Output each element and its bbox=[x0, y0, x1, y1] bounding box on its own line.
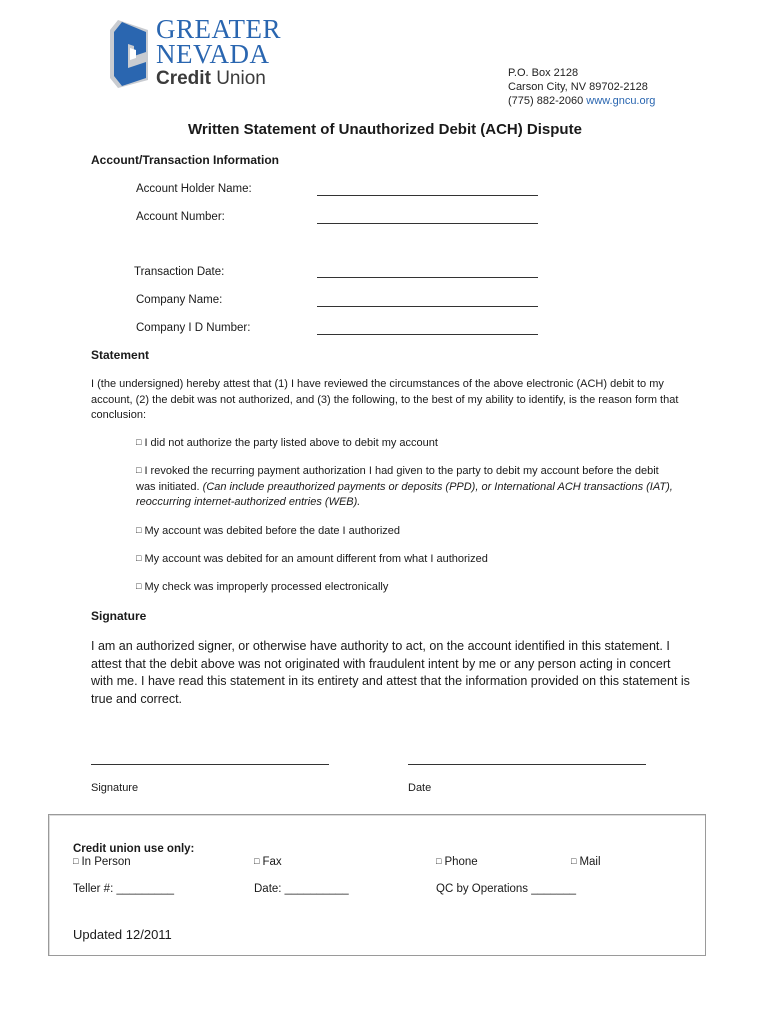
company-name-field[interactable] bbox=[317, 306, 538, 307]
account-section-heading: Account/Transaction Information bbox=[91, 153, 280, 167]
method-phone[interactable] bbox=[436, 856, 478, 868]
logo-text-greater: GREATER bbox=[156, 14, 281, 44]
signature-attestation: I am an authorized signer, or otherwise have authority to act, on the account identified in this statement. I attest that the debit above was not originated with fraudulent intent by me or any person acting in concert with me. I have read this statement in its entirety and attest that the information provided on this statement is true and correct. bbox=[91, 639, 690, 706]
checkbox-icon[interactable]: □ bbox=[136, 465, 142, 475]
date-label: Date bbox=[408, 782, 432, 794]
statement-option-2-note: (Can include preauthorized payments or deposits (PPD), or International ACH transactions (IAT), reoccurring internet-authorized entries (WEB). bbox=[136, 480, 673, 508]
credit-union-use-box bbox=[48, 814, 706, 956]
address-block bbox=[508, 66, 655, 108]
statement-option-1[interactable] bbox=[136, 436, 438, 452]
qc-by-operations-field[interactable]: QC by Operations _______ bbox=[436, 883, 577, 895]
statement-option-3-text: My account was debited before the date I authorized bbox=[144, 525, 401, 537]
method-fax-label: Fax bbox=[262, 856, 282, 868]
statement-option-2[interactable] bbox=[136, 464, 681, 511]
account-number-label: Account Number: bbox=[136, 211, 225, 223]
page-title: Written Statement of Unauthorized Debit (ACH) Dispute bbox=[188, 121, 582, 138]
transaction-date-field[interactable] bbox=[317, 277, 538, 278]
checkbox-icon[interactable]: □ bbox=[136, 525, 142, 535]
statement-intro: I (the undersigned) hereby attest that (1) I have reviewed the circumstances of the above electronic (ACH) debit to my account, (2) the debit was not authorized, and (3) the following, to the best of my ability to identify, is the reason form that conclusion: bbox=[91, 378, 679, 421]
date-field[interactable] bbox=[408, 764, 646, 765]
checkbox-icon[interactable]: □ bbox=[136, 581, 142, 591]
address-contact bbox=[508, 94, 655, 108]
company-id-number-label: Company I D Number: bbox=[136, 322, 251, 334]
statement-option-2-text: I revoked the recurring payment authorization I had given to the party to debit my account before the debit was initiated. bbox=[136, 465, 659, 493]
checkbox-icon[interactable]: □ bbox=[254, 856, 260, 866]
statement-option-1-text: I did not authorize the party listed above to debit my account bbox=[144, 437, 438, 449]
checkbox-icon[interactable]: □ bbox=[73, 856, 79, 866]
account-number-field[interactable] bbox=[317, 223, 538, 224]
checkbox-icon[interactable]: □ bbox=[436, 856, 442, 866]
method-mail-label: Mail bbox=[579, 856, 601, 868]
checkbox-icon[interactable]: □ bbox=[136, 437, 142, 447]
statement-heading: Statement bbox=[91, 348, 150, 362]
logo-text-credit: Credit bbox=[156, 68, 211, 89]
statement-option-3[interactable] bbox=[136, 524, 400, 540]
logo-text-nevada: NEVADA bbox=[156, 39, 270, 69]
form-updated-date: Updated 12/2011 bbox=[73, 927, 172, 942]
credit-union-use-heading: Credit union use only: bbox=[73, 843, 195, 855]
statement-option-4[interactable] bbox=[136, 552, 488, 568]
signature-label: Signature bbox=[91, 782, 139, 794]
checkbox-icon[interactable]: □ bbox=[571, 856, 577, 866]
checkbox-icon[interactable]: □ bbox=[136, 553, 142, 563]
gncu-logo-mark-icon bbox=[108, 16, 152, 90]
address-website-link[interactable]: www.gncu.org bbox=[586, 95, 656, 107]
method-in-person-label: In Person bbox=[81, 856, 131, 868]
account-holder-name-label: Account Holder Name: bbox=[136, 183, 252, 195]
method-phone-label: Phone bbox=[444, 856, 478, 868]
signature-heading: Signature bbox=[91, 609, 147, 623]
method-in-person[interactable] bbox=[73, 856, 131, 868]
company-name-label: Company Name: bbox=[136, 294, 223, 306]
address-po-box: P.O. Box 2128 bbox=[508, 67, 579, 79]
transaction-date-label: Transaction Date: bbox=[134, 266, 225, 278]
teller-number-field[interactable]: Teller #: _________ bbox=[73, 883, 175, 895]
address-city: Carson City, NV 89702-2128 bbox=[508, 81, 648, 93]
logo-text-credit-union bbox=[156, 68, 266, 90]
signature-field[interactable] bbox=[91, 764, 329, 765]
gncu-logo bbox=[108, 14, 281, 92]
method-mail[interactable] bbox=[571, 856, 601, 868]
statement-option-5[interactable] bbox=[136, 580, 388, 596]
statement-option-4-text: My account was debited for an amount different from what I authorized bbox=[144, 553, 488, 565]
method-fax[interactable] bbox=[254, 856, 282, 868]
logo-text-union: Union bbox=[216, 68, 266, 89]
office-date-field[interactable]: Date: __________ bbox=[254, 883, 349, 895]
address-phone: (775) 882-2060 bbox=[508, 95, 584, 107]
company-id-number-field[interactable] bbox=[317, 334, 538, 335]
account-holder-name-field[interactable] bbox=[317, 195, 538, 196]
statement-option-5-text: My check was improperly processed electronically bbox=[144, 581, 389, 593]
